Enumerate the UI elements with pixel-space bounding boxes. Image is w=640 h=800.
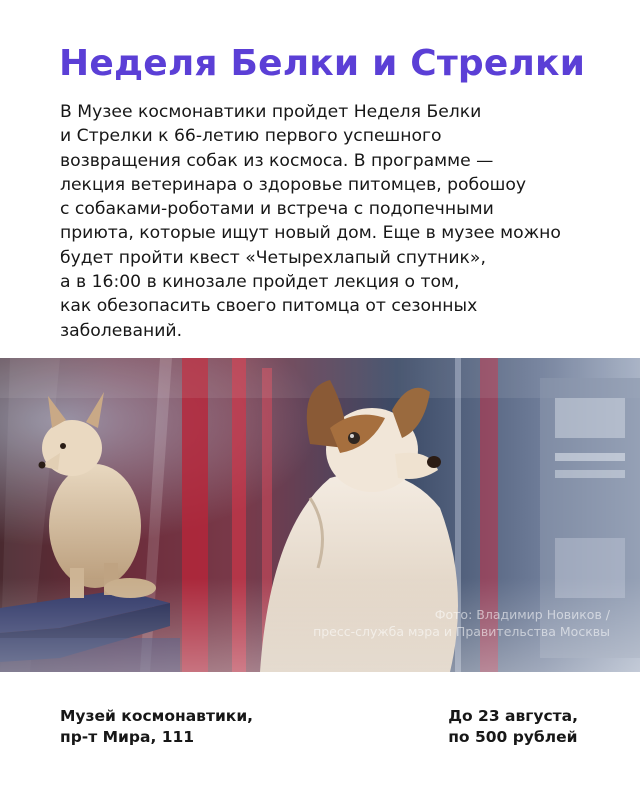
lead-line: как обезопасить своего питомца от сезонных [60, 296, 478, 317]
lead-line: с собаками-роботами и встреча с подопечными [60, 199, 494, 220]
page-title: Неделя Белки и Стрелки [59, 43, 586, 84]
event-dates: До 23 августа, [448, 707, 578, 725]
lead-line: а в 16:00 в кинозале пройдет лекция о том, [60, 272, 460, 293]
photo-credit-line: Фото: Владимир Новиков / [434, 607, 610, 622]
dates-and-price [448, 706, 578, 748]
lead-paragraph [60, 100, 605, 343]
venue-address [60, 706, 253, 748]
lead-line: возвращения собак из космоса. В программе — [60, 150, 494, 171]
lead-line: лекция ветеринара о здоровье питомцев, робошоу [60, 174, 527, 195]
photo-credit [313, 606, 610, 640]
lead-line: В Музее космонавтики пройдет Неделя Белки [60, 102, 482, 122]
venue-street: пр-т Мира, 111 [60, 728, 195, 746]
lead-line: приюта, которые ищут новый дом. Еще в музее можно [60, 223, 561, 244]
museum-photo [0, 358, 640, 672]
lead-line: будет пройти квест «Четырехлапый спутник», [60, 247, 486, 268]
venue-name: Музей космонавтики, [60, 707, 254, 725]
photo-credit-line: пресс-служба мэра и Правительства Москвы [313, 624, 610, 639]
ticket-price: по 500 рублей [448, 728, 578, 746]
lead-line: заболеваний. [60, 320, 183, 341]
lead-line: и Стрелки к 66-летию первого успешного [60, 126, 442, 147]
